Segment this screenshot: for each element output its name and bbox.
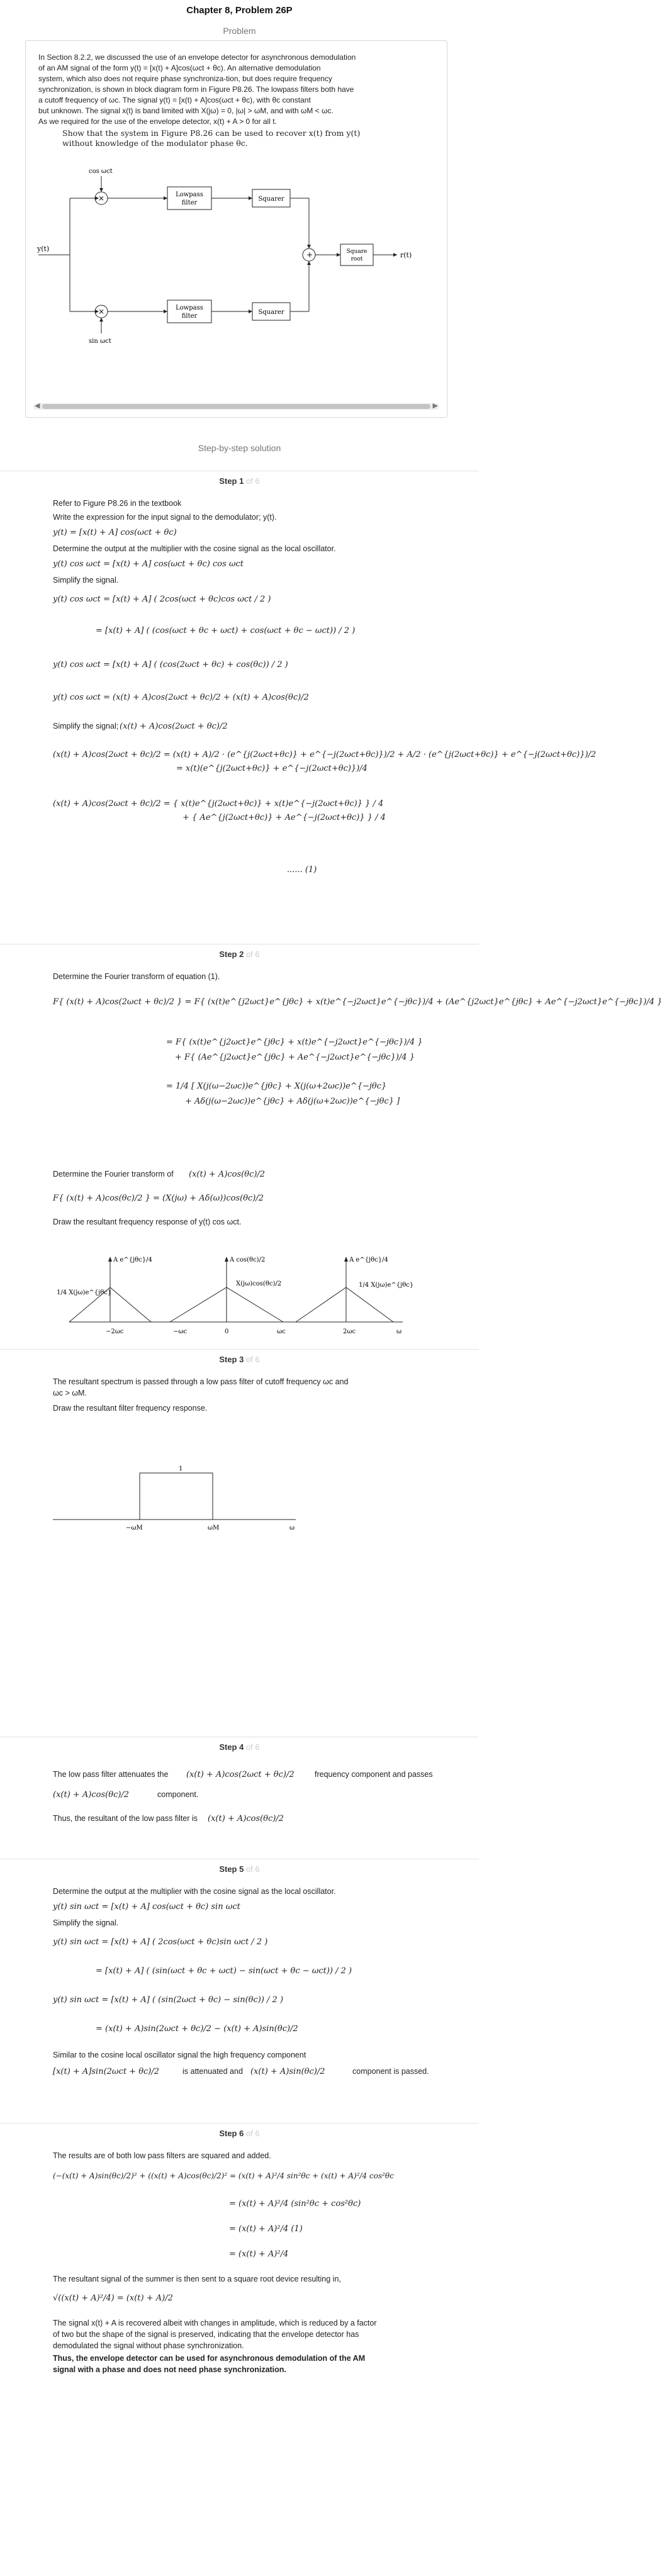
step-text: Simplify the signal; (53, 722, 119, 731)
step-label: Step 2 of 6 (219, 949, 260, 959)
filter-axis: ω (289, 1525, 295, 1532)
equation: √((x(t) + A)²/4) = (x(t) + A)/2 (53, 2293, 173, 2303)
lpf-top-line2: filter (181, 199, 198, 206)
lpf-bottom-line1: Lowpass (176, 305, 203, 311)
x-tick: 0 (225, 1328, 229, 1335)
equation-block: F{ (x(t) + A)cos(2ωct + θc)/2 } = F{ (x(t)e^{j2ωct}e^{jθc} + x(t)e^{−j2ωct}e^{−jθc})/4 + (Ae^{j2ωct}e^{jθc} + Ae^{−j2ωct}e^{−jθc})/4 } = F{ (x(t)e^{j2ωct}e^{jθc} + x(t)e^{−j2ωct}e^{−jθc})/4 } + F{ (Ae^{j2ωct}e^{jθc} + Ae^{−j2ωct}e^{−jθc})/4 } = 1/4 [ X(j(ω−2ωc))e^{jθc} + X(j(ω+2ωc))e^{−jθc} + Aδ(j(ω−2ωc))e^{jθc} + Aδ(j(ω+2ωc))e^{−jθc} ] (53, 997, 662, 1106)
equation: = [x(t) + A] ( (sin(ωct + θc + ωct) − sin(ωct + θc − ωct)) / 2 ) (96, 1966, 352, 1976)
impulse-label: A cos(θc)/2 (230, 1257, 266, 1263)
frequency-response-chart (0, 1234, 479, 1341)
step-text: The signal x(t) + A is recovered albeit with changes in amplitude, which is reduced by a factor (53, 2319, 377, 2327)
conclusion: Thus, the envelope detector can be used for asynchronous demodulation of the AM (53, 2354, 366, 2363)
block-diagram (26, 160, 448, 349)
filter-left-edge: −ωM (126, 1525, 143, 1532)
step-text: Write the expression for the input signal to the demodulator; y(t). (53, 513, 277, 522)
page-title: Chapter 8, Problem 26P (186, 5, 293, 16)
equation: = [x(t) + A] ( (cos(ωct + θc + ωct) + cos(ωct + θc − ωct)) / 2 ) (96, 626, 356, 636)
step-text: component is passed. (352, 2067, 429, 2076)
problem-card (25, 40, 447, 418)
caption-line: without knowledge of the modulator phase θc. (62, 138, 248, 148)
multiplier-top: × (98, 194, 105, 203)
step-text: demodulated the signal without phase synchronization. (53, 2341, 244, 2350)
step-text: Determine the output at the multiplier with the cosine signal as the local oscillator. (53, 544, 336, 553)
equation: (−(x(t) + A)sin(θc)/2)² + ((x(t) + A)cos(θc)/2)² = (x(t) + A)²/4 sin²θc + (x(t) + A)²/4 cos²θc (53, 2171, 394, 2180)
step-text: Simplify the signal. (53, 1918, 119, 1927)
step-text: Thus, the resultant of the low pass filter is (53, 1814, 198, 1823)
solution-heading: Step-by-step solution (198, 443, 281, 453)
equation: y(t) cos ωct = (x(t) + A)cos(2ωct + θc)/2 + (x(t) + A)cos(θc)/2 (53, 693, 309, 702)
step-text: Determine the output at the multiplier with the cosine signal as the local oscillator. (53, 1887, 336, 1896)
lpf-top-line1: Lowpass (176, 191, 203, 198)
problem-line: but unknown. The signal x(t) is band limited with X(jω) = 0, |ω| > ωM, and with ωM < ωc. (38, 106, 334, 115)
figure-caption (26, 127, 447, 148)
step-1 (0, 471, 597, 944)
problem-line: As we required for the use of the envelope detector, x(t) + A > 0 for all t. (38, 117, 277, 126)
equation: y(t) cos ωct = [x(t) + A] ( (cos(2ωct + θc) + cos(θc)) / 2 ) (53, 660, 288, 669)
equation: y(t) sin ωct = [x(t) + A] cos(ωct + θc) sin ωct (53, 1902, 240, 1912)
scroll-right-icon[interactable]: ▶ (432, 402, 438, 410)
problem-line: a cutoff frequency of ωc. The signal y(t) = [x(t) + A]cos(ωct + θc), with θc constant (38, 96, 311, 104)
spectrum-label: X(jω)cos(θc)/2 (236, 1280, 282, 1287)
input-label: y(t) (37, 245, 50, 253)
conclusion: signal with a phase and does not need phase synchronization. (53, 2365, 286, 2374)
sin-oscillator: sin ωct (89, 338, 111, 345)
equation-block: (x(t) + A)cos(2ωct + θc)/2 = (x(t) + A)/2 · (e^{j(2ωct+θc)} + e^{−j(2ωct+θc)})/2 + A/2 · (e^{j(2ωct+θc)} + e^{−j(2ωct+θc)})/2 = x(t)(e^{j(2ωct+θc)} + e^{−j(2ωct+θc)})/4 (x(t) + A)cos(2ωct + θc)/2 = { x(t)e^{j(2ωct+θc)} + x(t)e^{−j(2ωct+θc)} } / 4 + { Ae^{j(2ωct+θc)} + Ae^{−j(2ωct+θc)} } / 4 (53, 750, 597, 822)
equation-ref: ...... (1) (287, 865, 317, 875)
step-2 (0, 944, 662, 1350)
multiplier-bottom: × (98, 307, 105, 316)
step-text: Draw the resultant filter frequency response. (53, 1404, 208, 1413)
problem-line: In Section 8.2.2, we discussed the use of an envelope detector for asynchronous demodulation (38, 53, 356, 62)
squarer-top: Squarer (258, 196, 284, 203)
step-text: frequency component and passes (315, 1770, 433, 1779)
scroll-thumb[interactable] (42, 404, 430, 409)
step-label: Step 6 of 6 (219, 2129, 260, 2138)
step-text: Determine the Fourier transform of (53, 1170, 174, 1179)
summer: + (306, 250, 313, 259)
filter-right-edge: ωM (208, 1525, 220, 1532)
step-text: ωc > ωM. (53, 1389, 87, 1397)
equation: [x(t) + A]sin(2ωct + θc)/2 (53, 2067, 160, 2076)
step-3 (0, 1349, 479, 1574)
step-text: component. (157, 1790, 199, 1799)
step-text: Simplify the signal. (53, 576, 119, 585)
equation: (x(t) + A)sin(θc)/2 (250, 2067, 325, 2076)
step-label: Step 5 of 6 (219, 1864, 260, 1874)
step-text: The results are of both low pass filters are squared and added. (53, 2151, 271, 2160)
problem-text (26, 52, 447, 127)
step-label: Step 3 of 6 (219, 1355, 260, 1364)
step-text: The resultant signal of the summer is then sent to a square root device resulting in, (53, 2275, 341, 2283)
caption-line: Show that the system in Figure P8.26 can be used to recover x(t) from y(t) (62, 128, 361, 138)
lpf-bottom-line2: filter (181, 313, 198, 320)
step-label: Step 1 of 6 (219, 476, 260, 486)
equation: = (x(t) + A)²/4 (sin²θc + cos²θc) (229, 2199, 361, 2209)
x-tick: ω (396, 1328, 402, 1335)
step-text: of two but the shape of the signal is preserved, indicating that the envelope detector has (53, 2330, 359, 2339)
x-tick: −2ωc (106, 1328, 124, 1335)
impulse-label: A e^{jθc}/4 (113, 1257, 152, 1263)
output-label: r(t) (400, 251, 412, 259)
step-text: Determine the Fourier transform of equation (1). (53, 972, 220, 981)
problem-line: system, which also does not require phase synchroniza-tion, but does require frequency (38, 74, 332, 83)
equation: (x(t) + A)cos(θc)/2 (208, 1814, 284, 1823)
equation: (x(t) + A)cos(2ωct + θc)/2 (120, 722, 228, 731)
step-6 (0, 2123, 479, 2375)
step-text: Similar to the cosine local oscillator signal the high frequency component (53, 2051, 306, 2059)
step-text: The resultant spectrum is passed through a low pass filter of cutoff frequency ωc and (53, 1377, 349, 1386)
step-text: Refer to Figure P8.26 in the textbook (53, 499, 182, 508)
equation: = (x(t) + A)²/4 (229, 2249, 289, 2259)
squarer-bottom: Squarer (258, 309, 284, 316)
lowpass-filter-chart (0, 1425, 479, 1551)
problem-line: of an AM signal of the form y(t) = [x(t) + A]cos(ωct + θc). An alternative demodulation (38, 64, 321, 72)
step-text: is attenuated and (182, 2067, 243, 2076)
step-5 (0, 1859, 479, 2124)
step-text: Draw the resultant frequency response of y(t) cos ωct. (53, 1218, 242, 1226)
sqrt-line2: root (351, 256, 363, 262)
spectrum-label: 1/4 X(jω)e^{jθc} (359, 1282, 414, 1289)
step-4 (0, 1737, 479, 1859)
equation: (x(t) + A)cos(2ωct + θc)/2 (186, 1770, 295, 1779)
equation: y(t) sin ωct = [x(t) + A] ( (sin(2ωct + θc) − sin(θc)) / 2 ) (53, 1995, 284, 2005)
equation: = (x(t) + A)sin(2ωct + θc)/2 − (x(t) + A)sin(θc)/2 (96, 2024, 298, 2034)
x-tick: −ωc (173, 1328, 188, 1335)
problem-line: synchronization, is shown in block diagram form in Figure P8.26. The lowpass filters both have (38, 85, 354, 94)
sqrt-line1: Square (346, 249, 367, 255)
equation: y(t) sin ωct = [x(t) + A] ( 2cos(ωct + θc)sin ωct / 2 ) (53, 1937, 268, 1947)
step-text: The low pass filter attenuates the (53, 1770, 169, 1779)
equation: (x(t) + A)cos(θc)/2 (53, 1790, 130, 1800)
equation: = (x(t) + A)²/4 (1) (229, 2224, 303, 2234)
equation: y(t) = [x(t) + A] cos(ωct + θc) (53, 528, 177, 537)
horizontal-scrollbar[interactable] (33, 403, 439, 410)
equation: y(t) cos ωct = [x(t) + A] ( 2cos(ωct + θc)cos ωct / 2 ) (53, 595, 271, 604)
step-label: Step 4 of 6 (219, 1742, 260, 1752)
equation: (x(t) + A)cos(θc)/2 (189, 1170, 266, 1179)
cos-oscillator: cos ωct (89, 168, 113, 175)
header (0, 0, 479, 36)
spectrum-label: 1/4 X(jω)e^{jθc} (57, 1289, 112, 1296)
filter-gain: 1 (179, 1465, 183, 1472)
x-tick: ωc (277, 1328, 286, 1335)
equation: F{ (x(t) + A)cos(θc)/2 } = (X(jω) + Aδ(ω))cos(θc)/2 (53, 1194, 264, 1203)
problem-label: Problem (223, 26, 256, 36)
equation: y(t) cos ωct = [x(t) + A] cos(ωct + θc) cos ωct (53, 559, 244, 569)
x-tick: 2ωc (343, 1328, 356, 1335)
scroll-left-icon[interactable]: ◀ (35, 402, 40, 410)
impulse-label: A e^{jθc}/4 (349, 1257, 388, 1263)
